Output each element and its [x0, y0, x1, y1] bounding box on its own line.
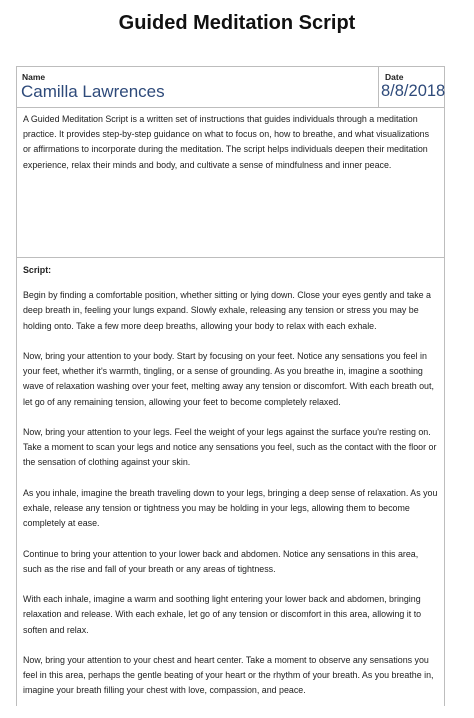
script-paragraph: Now, bring your attention to your body. Start by focusing on your feet. Notice any sensations you feel in your feet, whether it's warmth, tingling, or a sense of grounding. As you breathe in, imagine a soothing wave of relaxation washing over your feet, melting away any tension or discomfort. With each breath out, let go of any remaining tension, allowing your feet to become completely relaxed.: [23, 351, 434, 407]
header-row: [17, 67, 444, 108]
script-paragraph: Continue to bring your attention to your lower back and abdomen. Notice any sensations in this area, such as the rise and fall of your breath or any areas of tightness.: [23, 548, 419, 574]
script-section: [17, 259, 444, 718]
date-label: Date: [385, 72, 404, 82]
script-label: Script:: [23, 265, 52, 275]
script-paragraph: Now, bring your attention to your chest and heart center. Take a moment to observe any sensations you feel in this area, perhaps the gentle beating of your heart or the rhythm of your breath. As you breathe in, imagine your breath filling your chest with love, compassion, and peace.: [23, 654, 434, 696]
script-paragraph: Now, bring your attention to your legs. Feel the weight of your legs against the surface you're resting on. Take a moment to scan your legs and notice any sensations you feel, such as the contact with the floor or the sensation of clothing against your skin.: [23, 427, 437, 468]
date-cell: [379, 67, 445, 107]
page-title: Guided Meditation Script: [118, 12, 356, 34]
form-frame: [16, 66, 445, 706]
name-cell: [17, 67, 379, 107]
script-paragraph: As you inhale, imagine the breath traveling down to your legs, bringing a deep sense of relaxation. As you exhale, release any tension or tightness you may be holding in your legs, allowing them to become completely at ease.: [23, 487, 438, 529]
intro-text: A Guided Meditation Script is a written set of instructions that guides individuals through a meditation practice. It provides step-by-step guidance on what to focus on, how to breathe, and what visualizations or affirmations to incorporate during the meditation. The script helps individuals deepen their meditation experience, relax their minds and body, and cultivate a sense of mindfulness and inner peace.: [17, 108, 444, 258]
script-paragraph: With each inhale, imagine a warm and soothing light entering your lower back and abdomen, bringing relaxation and release. With each exhale, let go of any tension or discomfort in this area, allowing it to soften and relax.: [23, 594, 422, 635]
name-label: Name: [22, 72, 46, 82]
script-paragraph: Begin by finding a comfortable position, whether sitting or lying down. Close your eyes gently and take a deep breath in, feeling your lungs expand. Slowly exhale, releasing any tension or stress you may be holding onto. Take a few more deep breaths, allowing your body to relax with each exhale.: [23, 290, 431, 331]
date-field[interactable]: 8/8/2018: [381, 82, 446, 100]
name-field[interactable]: Camilla Lawrences: [21, 82, 165, 101]
